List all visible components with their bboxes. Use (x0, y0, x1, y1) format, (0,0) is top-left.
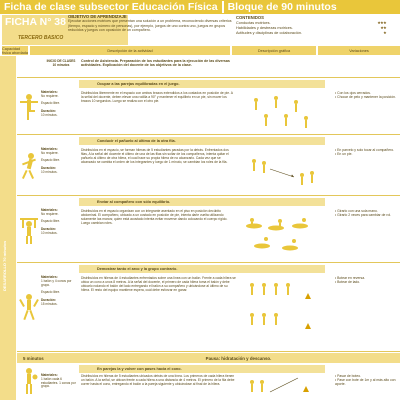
variation-item: • Girarlo 2 veces para cambiar de rol. (335, 213, 392, 218)
variation-item: • Botear en reversa. (335, 276, 366, 280)
activity-variations (335, 209, 397, 217)
materiales-label: Materiales: (41, 373, 58, 377)
espacio-value: Espacio libre. (41, 101, 61, 106)
col-variaciones-label: Variaciones (349, 48, 369, 53)
activity-row (17, 364, 400, 400)
activity-graphic (242, 208, 322, 258)
duracion-value: 10 minutos. (41, 112, 58, 117)
duracion-label: Duración: (41, 226, 56, 231)
figure-jump-icon (18, 265, 40, 351)
activity-description: Distribuidos libremente en el espacio con ambos brazos extendidos a los costados en posición de pie. A la señal del docente, deben elevar una rodilla a 90° y mantener el equilibrio en un pie, sin mover los brazos 10 segundos. Luego se realiza con el otro pie. (81, 91, 233, 103)
side-label: DESARROLLO 70 minutos (2, 240, 7, 292)
variation-item: • Pasar de boteo. (335, 374, 362, 378)
ficha-level: TERCERO BASICO (18, 35, 64, 41)
duracion-label: Duración: (41, 165, 56, 170)
header-title-right: Bloque de 90 minutos (227, 1, 337, 13)
figure-pass-icon (18, 365, 40, 399)
contenidos-label: CONTENIDOS (236, 15, 264, 20)
activity-graphic (242, 147, 322, 191)
materiales-label: Materiales: (41, 208, 58, 212)
activity-description: Distribuidos en el espacio organizan con un integrante asentado en el piso en posición decúbito abdominal. El compañero, ubicado a un costado en posición de pie, intenta darle vuelta utilizando solamente las manos; quien está acostado intenta evitar moverse dando colocando el cuerpo rígido. Luego cambian roles. (81, 209, 228, 225)
conos-value: 1 conos por grupo. (41, 380, 76, 389)
contenido-stars: ★★ (380, 26, 386, 30)
variation-item: • En parvelo y solo tocar al compañero. (335, 148, 395, 152)
contenido-label: Habilidades y destrezas motrices. (236, 26, 293, 30)
activity-materials (41, 276, 77, 306)
materiales-value: No requiere. (41, 211, 59, 216)
activity-row (17, 264, 400, 352)
activity-description: Distribuidos en el espacio, se forman hileras de 5 estudiantes paradas por la detrás. Enfrentados dos filas, A la señal del docente el último de una de las filas sin soltar de los compañeros, intenta quitar el pañuelo al último de otra hilera, el cual hace su propia hilera de no alcanzarlo. Cada vez que se alcanzado se cambia el orden de los integrantes y luego de 1 minuto, se cambian los roles de la fila. (81, 148, 229, 164)
inicio-time: 10 minutos (52, 62, 70, 67)
activity-row (17, 79, 400, 135)
variation-item: • Botear de lado. (335, 280, 361, 285)
variation-item: • Con los ojos cerrados. (335, 91, 371, 95)
materiales-label: Materiales: (41, 147, 58, 151)
header-separator (222, 1, 224, 13)
activity-title: Ocupar a las parejas equilibradas en el juego. (79, 80, 325, 88)
activity-graphic (242, 90, 322, 130)
activity-variations (335, 148, 397, 156)
contenido-row (236, 31, 400, 36)
activity-title: Conducir el pañuelo al último de la otra fila. (79, 137, 325, 145)
contenido-label: Conductas motrices. (236, 21, 271, 25)
activity-variations (335, 374, 397, 387)
activity-materials (41, 374, 77, 389)
materiales-label: Materiales: (41, 90, 58, 94)
col-grafica-label: Descripción gráfica (257, 48, 291, 53)
materiales-label: Materiales: (41, 275, 58, 279)
inicio-row (17, 56, 400, 78)
inicio-label: INICIO DE CLASES (46, 59, 76, 63)
activity-row (17, 136, 400, 196)
figure-run-icon (18, 137, 40, 195)
activity-title: En parejas la y volver con pases hacia el cono. (79, 365, 325, 373)
contenido-stars: ★ (383, 31, 386, 35)
activity-materials (41, 91, 77, 118)
pausa-time: 5 minutos (23, 355, 44, 361)
activity-title: Enviar al compañero con sólo equilibrio. (79, 198, 325, 206)
espacio-value: Espacio libre. (41, 290, 61, 295)
header-title-left: Ficha de clase subsector Educación Física (4, 1, 218, 13)
inicio-text: Control de Asistencia. Preparación de los estudiantes para la ejecución de las diversas actividades. Explicación del docente de los objetivos de la clase. (81, 59, 230, 67)
col-capacidad (2, 46, 28, 55)
figure-lift-icon (18, 198, 40, 262)
col-variaciones (318, 46, 400, 55)
espacio-value: Espacio libre. (41, 219, 61, 224)
variation-item: • Chocar de pelo y mantener la posición. (335, 95, 396, 100)
objetivo-text: Ejecutar acciones motrices que presentan una solución a un problema, reconociendo diversas criterios (tiempo, espacio y número de personas), por ejemplo, juegos de uno contra uno, juegos en grupos reducidos y juegos con oposición de un compañero. (68, 19, 232, 33)
side-band (0, 56, 16, 400)
duracion-value: 15 minutos. (41, 301, 58, 306)
page-header (0, 0, 400, 14)
activity-title: Demostrar tanto el arco y la grupo contrario. (79, 265, 325, 273)
objetivo-block (68, 15, 233, 45)
inicio-label-block (43, 60, 79, 68)
materiales-value: 1 balón y 4 conos por grupo. (41, 278, 72, 287)
activity-materials (41, 209, 77, 236)
contenido-label: Actitudes y disciplinas de colaboración. (236, 31, 303, 35)
activity-variations (335, 276, 397, 284)
objetivo-label: OBJETIVO DE APRENDIZAJE (68, 14, 127, 19)
activity-variations (335, 91, 397, 99)
contenido-stars: ★★★ (377, 21, 386, 25)
col-desarrollo (30, 46, 230, 55)
materiales-value: No requiere. (41, 150, 59, 155)
col-desarrollo-label: Descripción de la actividad (107, 48, 153, 53)
figure-balance-icon (18, 80, 40, 134)
materiales-value: No requiere. (41, 93, 59, 98)
materiales-value: 1 balón cada 6 estudiantes. (41, 376, 62, 385)
pausa-bar (17, 353, 400, 363)
duracion-label: Duración: (41, 297, 56, 302)
contenidos-block (236, 15, 400, 45)
variation-item: • En un pie. (335, 152, 353, 157)
ficha-number: FICHA N° 38 (5, 16, 66, 28)
activity-description: Distribuidos en hileras de 5 estudiantes ubicados detrás de una línea. Los primeros de cada hilera tienen un balón. A la señal, se ubican frente a cada hilera a una distancia de 4 metros. El primero de la fila debe correr hasta el cono, entregando el balón a la pareja siguiente y ubicándose al final de la hilera. (81, 374, 235, 386)
pausa-text: Pausa: hidratación y descanso. (205, 355, 272, 361)
variation-item: • Pase con bote de 1m y al más alto con aporte. (335, 378, 396, 387)
activity-materials (41, 148, 77, 175)
espacio-value: Espacio libre. (41, 158, 61, 163)
activity-row (17, 197, 400, 263)
duracion-value: 10 minutos. (41, 169, 58, 174)
duracion-value: 10 minutos. (41, 230, 58, 235)
duracion-label: Duración: (41, 108, 56, 113)
col-capacidad-label: Capacidad física abordada (2, 46, 28, 55)
variation-item: • Girarlo con una sola mano. (335, 209, 378, 213)
activity-graphic (242, 275, 322, 347)
col-grafica (232, 46, 316, 55)
activity-graphic (242, 374, 322, 400)
activity-description: Distribuidos en hileras de 4 estudiantes enfrentados sobre una línea con un balón. Frente a cada hilera se ubica un cono a unos 8 metros. A la señal del docente, el primero de cada hilera toma el balón y debe ubicarlo rodando el balón del lado entregando el balón a su compañero y ubicándose al último de su hilera. El resto del equipo mantiene espera, cuál debe esforzar en ganar. (81, 276, 236, 292)
